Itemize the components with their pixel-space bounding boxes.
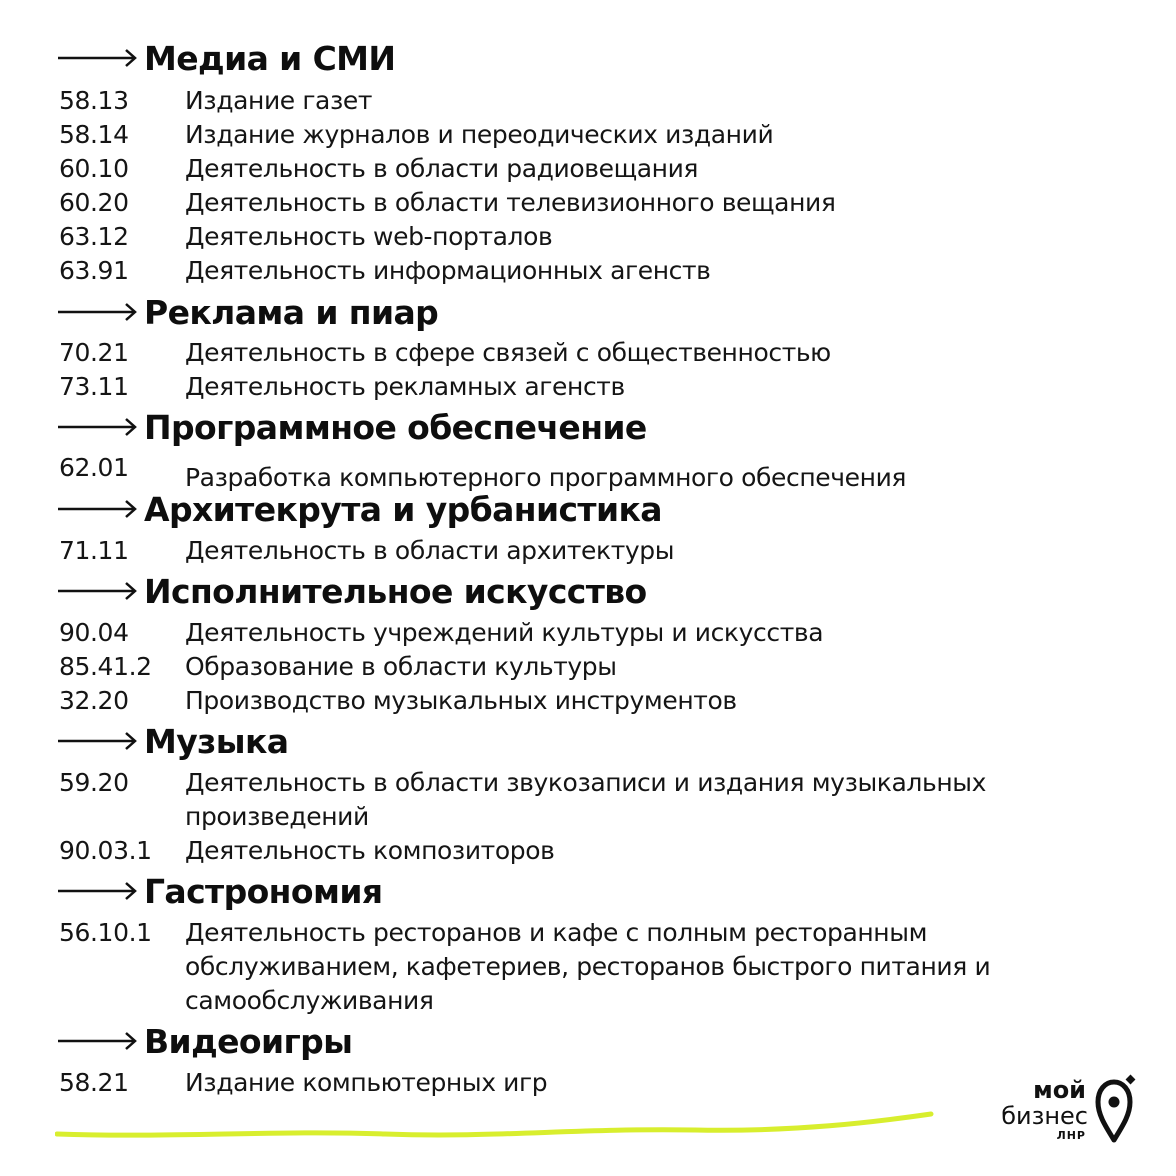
okved-description: Деятельность в области архитектуры: [185, 536, 675, 565]
section-heading: [58, 1019, 352, 1063]
section-heading: [58, 569, 647, 613]
section-heading: [58, 487, 662, 531]
okved-description: Образование в области культуры: [185, 652, 617, 681]
section-title: Гастрономия: [144, 871, 383, 911]
okved-code: 60.10: [59, 154, 129, 183]
section-heading: [58, 290, 438, 334]
okved-description: Издание журналов и переодических изданий: [185, 120, 774, 149]
arrow-right-icon: [58, 48, 138, 68]
arrow-right-icon: [58, 1031, 138, 1051]
section-heading: [58, 405, 647, 449]
logo-text: мой: [1033, 1076, 1086, 1104]
section-heading: [58, 869, 382, 913]
section-heading: [58, 719, 288, 763]
okved-code: 90.04: [59, 618, 129, 647]
arrow-right-icon: [58, 581, 138, 601]
okved-code: 58.13: [59, 86, 129, 115]
section-title: Видеоигры: [144, 1021, 353, 1061]
okved-description: Деятельность в области радиовещания: [185, 154, 699, 183]
okved-code: 32.20: [59, 686, 129, 715]
okved-description: Деятельность композиторов: [185, 836, 555, 865]
okved-code: 60.20: [59, 188, 129, 217]
section-title: Программное обеспечение: [144, 407, 647, 447]
section-heading: [58, 36, 395, 80]
section-title: Реклама и пиар: [144, 292, 439, 332]
section-title: Музыка: [144, 721, 289, 761]
okved-description: Деятельность информационных агенств: [185, 256, 711, 285]
okved-code: 58.21: [59, 1068, 129, 1097]
okved-description: Издание газет: [185, 86, 373, 115]
decorative-wave: [55, 1108, 935, 1142]
okved-code: 58.14: [59, 120, 129, 149]
logo-text: ЛНР: [1056, 1129, 1086, 1142]
okved-code: 59.20: [59, 768, 129, 797]
okved-description: Деятельность в сфере связей с общественностью: [185, 338, 831, 367]
arrow-right-icon: [58, 417, 138, 437]
okved-description: Деятельность ресторанов и кафе с полным ресторанным обслуживанием, кафетериев, ресторанов быстрого питания и самообслуживания: [185, 918, 991, 1015]
okved-description: Производство музыкальных инструментов: [185, 686, 737, 715]
location-pin-icon: [1094, 1074, 1138, 1144]
okved-code: 63.12: [59, 222, 129, 251]
okved-description: Деятельность в области телевизионного вещания: [185, 188, 836, 217]
okved-code: 63.91: [59, 256, 129, 285]
arrow-right-icon: [58, 499, 138, 519]
okved-description: Деятельность рекламных агенств: [185, 372, 625, 401]
okved-description: Разработка компьютерного программного обеспечения: [185, 463, 907, 492]
okved-description: Деятельность учреждений культуры и искусства: [185, 618, 824, 647]
okved-description: Деятельность в области звукозаписи и издания музыкальных произведений: [185, 768, 987, 831]
okved-code: 56.10.1: [59, 918, 152, 947]
arrow-right-icon: [58, 881, 138, 901]
arrow-right-icon: [58, 302, 138, 322]
arrow-right-icon: [58, 731, 138, 751]
okved-code: 70.21: [59, 338, 129, 367]
okved-code: 85.41.2: [59, 652, 152, 681]
okved-description: Издание компьютерных игр: [185, 1068, 548, 1097]
okved-code: 71.11: [59, 536, 129, 565]
section-title: Медиа и СМИ: [144, 38, 396, 78]
okved-code: 62.01: [59, 453, 129, 482]
section-title: Архитекрута и урбанистика: [144, 489, 662, 529]
section-title: Исполнительное искусство: [144, 571, 647, 611]
okved-description: Деятельность web-порталов: [185, 222, 553, 251]
logo: [986, 1070, 1146, 1150]
logo-text: бизнес: [1001, 1102, 1088, 1130]
okved-code: 90.03.1: [59, 836, 152, 865]
okved-code: 73.11: [59, 372, 129, 401]
